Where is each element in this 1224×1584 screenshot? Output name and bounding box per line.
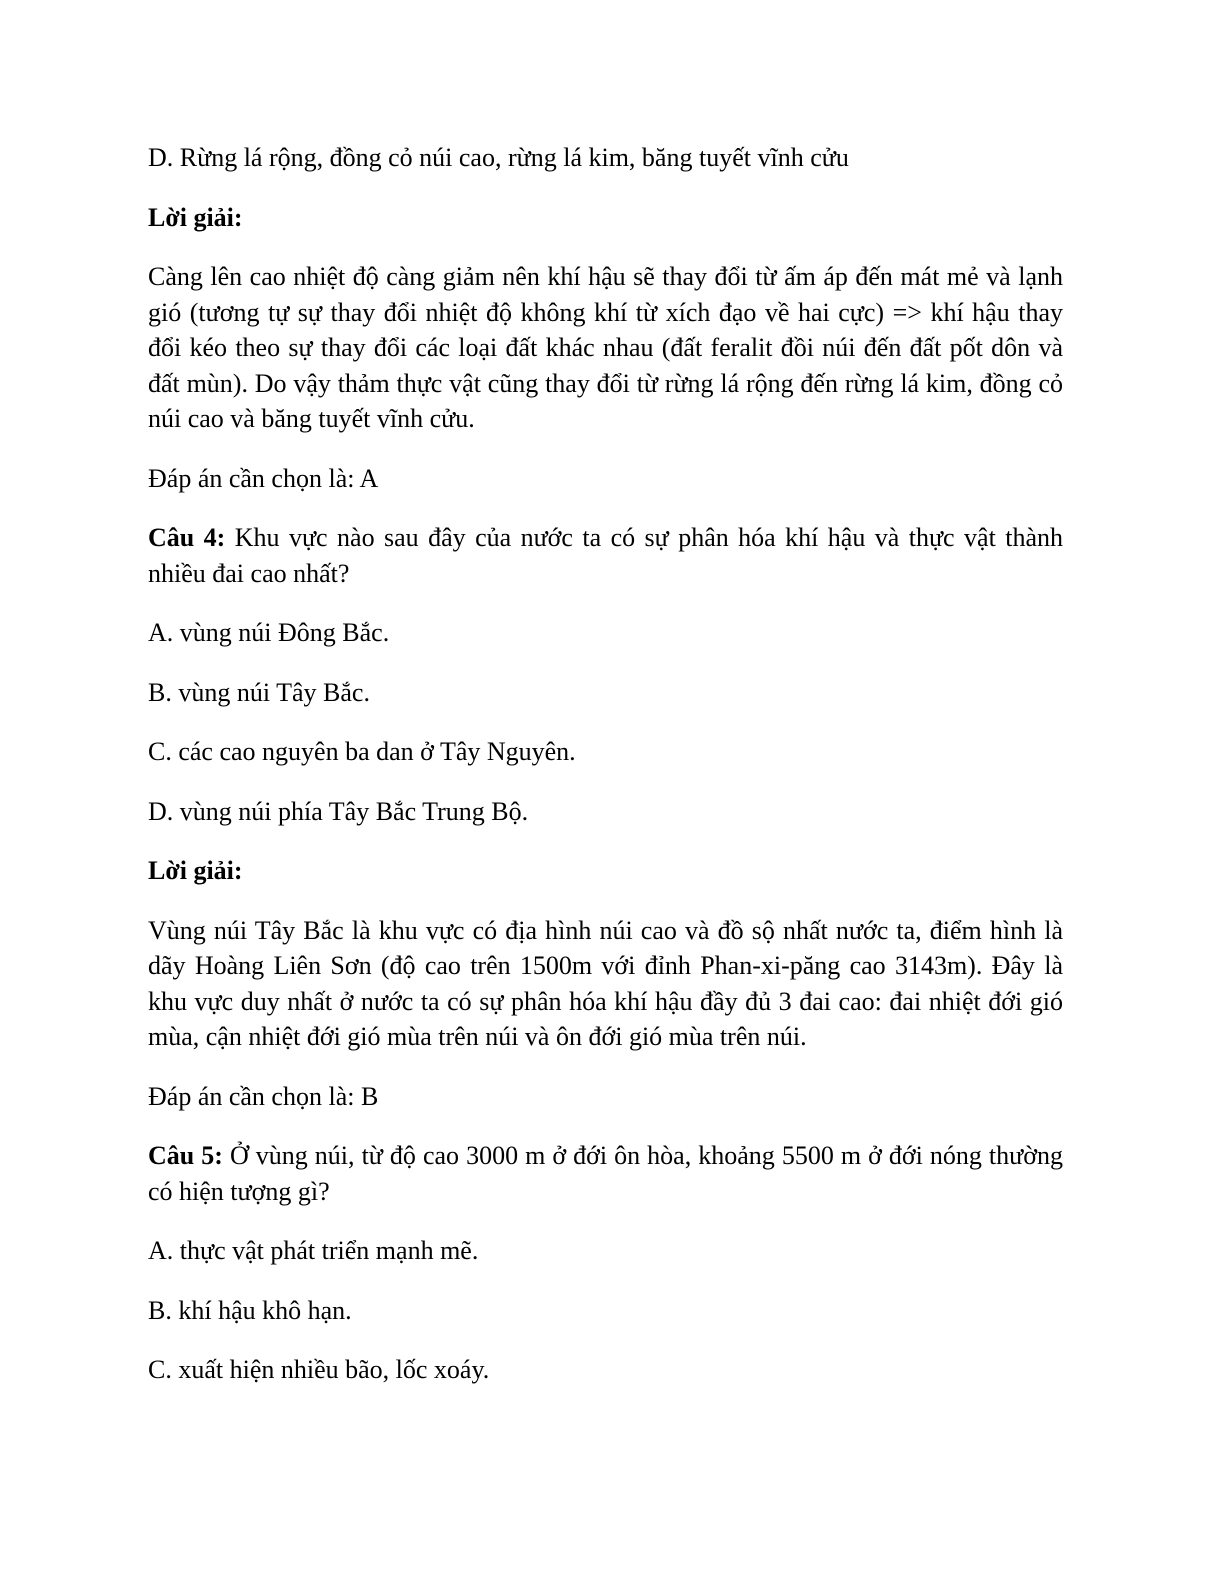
- question-4-solution-text: Vùng núi Tây Bắc là khu vực có địa hình núi cao và đồ sộ nhất nước ta, điểm hình là dãy Hoàng Liên Sơn (độ cao trên 1500m với đỉnh Phan-xi-păng cao 3143m). Đây là khu vực duy nhất ở nước ta có sự phân hóa khí hậu đầy đủ 3 đai cao: đai nhiệt đới gió mùa, cận nhiệt đới gió mùa trên núi và ôn đới gió mùa trên núi.: [148, 915, 1063, 1051]
- question-4: [148, 520, 1063, 591]
- question-5-label: Câu 5:: [148, 1141, 223, 1170]
- question-5-option-a: A. thực vật phát triển mạnh mẽ.: [148, 1236, 479, 1265]
- question-5-option-c: C. xuất hiện nhiều bão, lốc xoáy.: [148, 1355, 490, 1384]
- solution-text: Càng lên cao nhiệt độ càng giảm nên khí hậu sẽ thay đổi từ ấm áp đến mát mẻ và lạnh gió (tương tự sự thay đổi nhiệt độ không khí từ xích đạo về hai cực) => khí hậu thay đổi kéo theo sự thay đổi các loại đất khác nhau (đất feralit đồi núi đến đất pốt dôn và đất mùn). Do vậy thảm thực vật cũng thay đổi từ rừng lá rộng đến rừng lá kim, đồng cỏ núi cao và băng tuyết vĩnh cửu.: [148, 262, 1063, 433]
- question-4-option-b: B. vùng núi Tây Bắc.: [148, 677, 370, 707]
- question-5: [148, 1138, 1063, 1209]
- question-4-solution-heading: Lời giải:: [148, 856, 243, 885]
- document-page: [148, 140, 1063, 1412]
- question-4-option-a: A. vùng núi Đông Bắc.: [148, 618, 390, 647]
- question-5-option-b: B. khí hậu khô hạn.: [148, 1295, 352, 1325]
- question-4-label: Câu 4:: [148, 523, 226, 552]
- question-5-text: Ở vùng núi, từ độ cao 3000 m ở đới ôn hòa, khoảng 5500 m ở đới nóng thường có hiện tượng gì?: [148, 1141, 1063, 1206]
- question-4-answer: Đáp án cần chọn là: B: [148, 1081, 379, 1111]
- question-4-option-c: C. các cao nguyên ba dan ở Tây Nguyên.: [148, 737, 576, 766]
- question-4-option-d: D. vùng núi phía Tây Bắc Trung Bộ.: [148, 796, 529, 826]
- question-4-text: Khu vực nào sau đây của nước ta có sự phân hóa khí hậu và thực vật thành nhiều đai cao nhất?: [148, 523, 1063, 588]
- answer-line: Đáp án cần chọn là: A: [148, 463, 379, 493]
- option-d-previous: D. Rừng lá rộng, đồng cỏ núi cao, rừng lá kim, băng tuyết vĩnh cửu: [148, 143, 849, 172]
- solution-heading: Lời giải:: [148, 202, 243, 232]
